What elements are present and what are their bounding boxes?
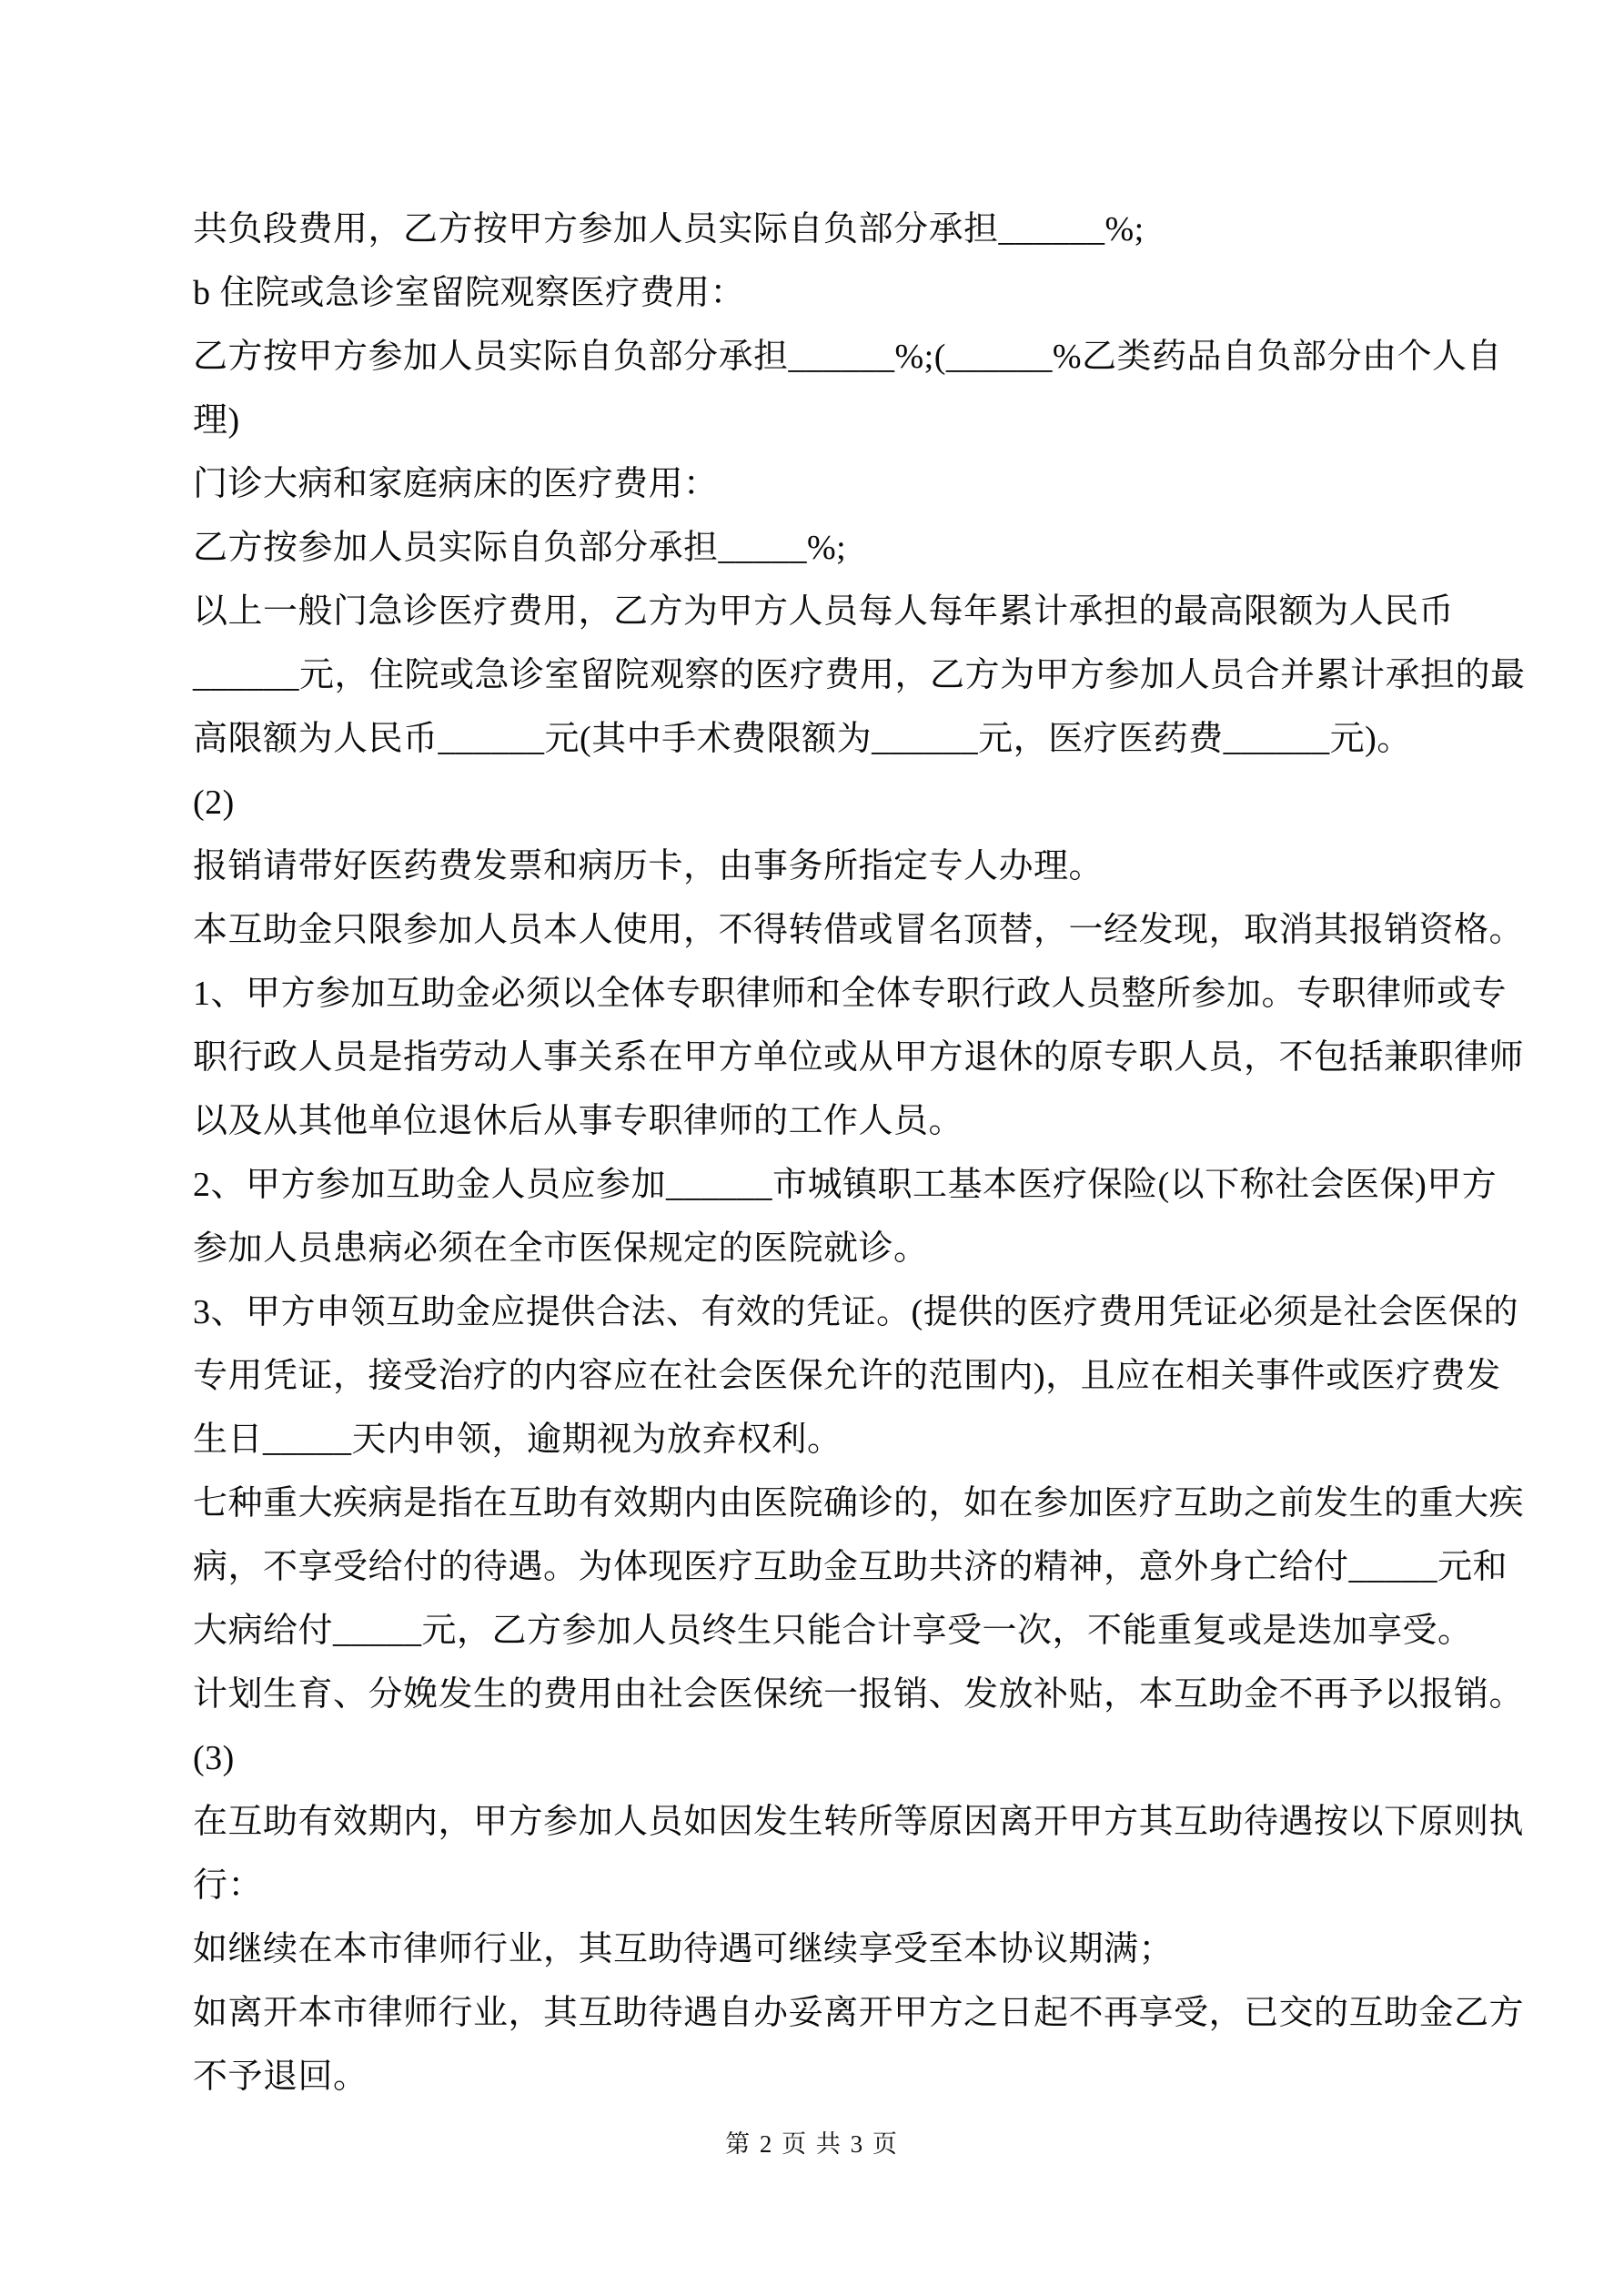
document-line: 本互助金只限参加人员本人使用，不得转借或冒名顶替，一经发现，取消其报销资格。 [193, 911, 1525, 949]
document-line: 大病给付_____元，乙方参加人员终生只能合计享受一次，不能重复或是迭加享受。 [193, 1612, 1473, 1650]
document-line: 计划生育、分娩发生的费用由社会医保统一报销、发放补贴，本互助金不再予以报销。 [193, 1675, 1525, 1714]
document-line: 共负段费用，乙方按甲方参加人员实际自负部分承担______%; [193, 210, 1145, 248]
document-line: 2、甲方参加互助金人员应参加______市城镇职工基本医疗保险(以下称社会医保)甲方 [193, 1166, 1498, 1204]
document-line: 乙方按甲方参加人员实际自负部分承担______%;(______%乙类药品自负部分由个人自 [193, 338, 1503, 376]
document-line: 不予退回。 [193, 2058, 368, 2096]
document-line: 以及从其他单位退休后从事专职律师的工作人员。 [193, 1102, 964, 1140]
document-line: 生日_____天内申领，逾期视为放弃权利。 [193, 1421, 842, 1459]
document-line: 行： [193, 1866, 264, 1905]
document-line: 理) [193, 401, 240, 440]
document-line: 乙方按参加人员实际自负部分承担_____%; [193, 529, 847, 567]
document-line: 门诊大病和家庭病床的医疗费用： [193, 465, 719, 503]
document-line: b 住院或急诊室留院观察医疗费用： [193, 274, 746, 312]
document-line: 以上一般门急诊医疗费用，乙方为甲方人员每人每年累计承担的最高限额为人民币 [193, 592, 1455, 631]
document-line: 七种重大疾病是指在互助有效期内由医院确诊的，如在参加医疗互助之前发生的重大疾 [193, 1484, 1525, 1522]
page-footer: 第 2 页 共 3 页 [725, 2130, 899, 2158]
document-line: 1、甲方参加互助金必须以全体专职律师和全体专职行政人员整所参加。专职律师或专 [193, 975, 1508, 1013]
document-line: 参加人员患病必须在全市医保规定的医院就诊。 [193, 1229, 929, 1268]
document-line: ______元，住院或急诊室留院观察的医疗费用，乙方为甲方参加人员合并累计承担的最 [193, 656, 1526, 694]
document-line: 高限额为人民币______元(其中手术费限额为______元，医疗医药费______元)。 [193, 720, 1412, 758]
document-body [193, 197, 1526, 2109]
document-line: 专用凭证，接受治疗的内容应在社会医保允许的范围内)，且应在相关事件或医疗费发 [193, 1357, 1501, 1395]
document-line: 病，不享受给付的待遇。为体现医疗互助金互助共济的精神，意外身亡给付_____元和 [193, 1548, 1508, 1586]
document-line: 职行政人员是指劳动人事关系在甲方单位或从甲方退休的原专职人员，不包括兼职律师 [193, 1038, 1525, 1077]
document-line: (2) [193, 784, 235, 822]
document-line: 3、甲方申领互助金应提供合法、有效的凭证。(提供的医疗费用凭证必须是社会医保的 [193, 1293, 1519, 1331]
document-line: 报销请带好医药费发票和病历卡，由事务所指定专人办理。 [193, 847, 1105, 885]
document-line: (3) [193, 1739, 235, 1777]
document-line: 如离开本市律师行业，其互助待遇自办妥离开甲方之日起不再享受，已交的互助金乙方 [193, 1994, 1525, 2032]
document-line: 如继续在本市律师行业，其互助待遇可继续享受至本协议期满； [193, 1930, 1175, 1968]
document-line: 在互助有效期内，甲方参加人员如因发生转所等原因离开甲方其互助待遇按以下原则执 [193, 1803, 1525, 1841]
